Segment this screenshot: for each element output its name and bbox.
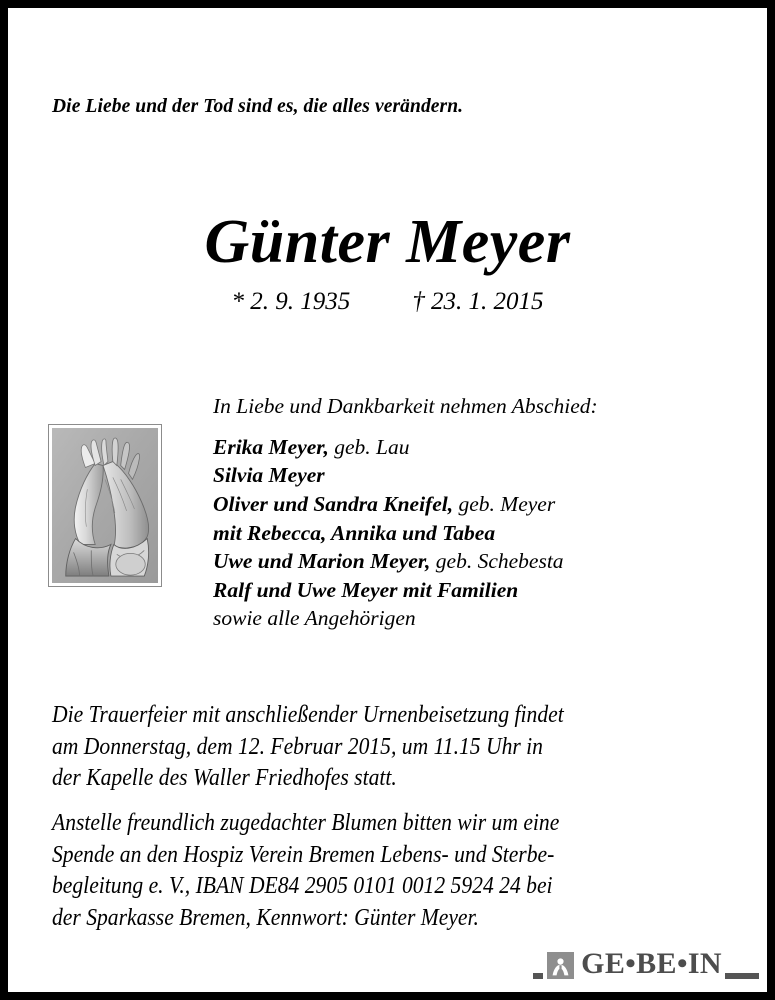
publisher-wordmark: GE•BE•IN [581, 947, 722, 980]
death-date: † 23. 1. 2015 [412, 288, 544, 315]
donation-line-iban: begleitung e. V., IBAN DE84 2905 0101 0012 5924 24 bei [52, 873, 553, 900]
mourner-nee: geb. Schebesta [430, 549, 564, 574]
funeral-line: am Donnerstag, dem 12. Februar 2015, um 11.15 Uhr in [52, 733, 543, 760]
mourner-name: Erika Meyer, [213, 434, 329, 459]
publisher-logo [533, 946, 759, 980]
mourner-line [213, 490, 733, 519]
donation-line: Spende an den Hospiz Verein Bremen Lebens- und Sterbe- [52, 841, 555, 868]
mourner-line [213, 604, 733, 633]
mourner-nee: geb. Lau [328, 434, 410, 459]
mourner-name: Oliver und Sandra Kneifel, [213, 491, 454, 516]
praying-hands-image [48, 424, 162, 587]
mourner-line [213, 576, 733, 605]
mourner-line [213, 461, 733, 490]
notice-content-area [8, 8, 767, 992]
mourner-name: Ralf und Uwe Meyer mit Familien [213, 577, 519, 602]
deceased-name: Günter Meyer [204, 208, 571, 276]
birth-date: * 2. 9. 1935 [231, 288, 351, 315]
funeral-line: der Kapelle des Waller Friedhofes statt. [52, 765, 397, 792]
mourner-name: mit Rebecca, Annika und Tabea [213, 520, 496, 545]
funeral-line: Die Trauerfeier mit anschließender Urnenbeisetzung findet [52, 702, 564, 728]
mourners-intro: In Liebe und Dankbarkeit nehmen Abschied: [213, 394, 598, 418]
mourner-line [213, 519, 733, 548]
mourner-nee: geb. Meyer [453, 491, 556, 516]
logo-rule-left [533, 973, 543, 979]
funeral-details-paragraph [52, 700, 673, 795]
epigraph-quote: Die Liebe und der Tod sind es, die alles verändern. [52, 96, 464, 117]
logo-rule-right [725, 973, 759, 979]
gebein-arch-figure-icon [547, 952, 574, 979]
donation-line: der Sparkasse Bremen, Kennwort: Günter Meyer. [52, 905, 479, 932]
life-dates [8, 289, 767, 314]
mourners-block [213, 394, 733, 633]
donation-request-paragraph [52, 808, 673, 935]
mourner-line [213, 433, 733, 462]
mourner-line [213, 547, 733, 576]
mourner-name: sowie alle Angehörigen [213, 606, 416, 631]
mourner-name: Silvia Meyer [213, 463, 325, 488]
mourner-name: Uwe und Marion Meyer, [213, 549, 431, 574]
donation-line: Anstelle freundlich zugedachter Blumen bitten wir um eine [52, 810, 560, 836]
